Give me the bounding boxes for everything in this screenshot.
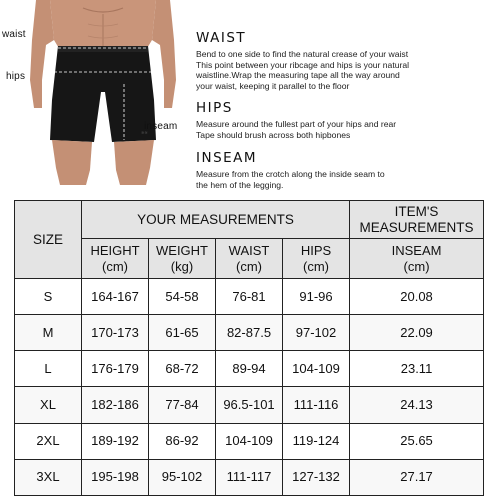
waist-cell: 104-109	[216, 423, 283, 459]
hips-description: Measure around the fullest part of your hips and rear Tape should brush across both hipbones	[196, 119, 397, 140]
waist-label: waist	[2, 29, 26, 40]
right-arm	[152, 0, 176, 108]
weight-cell: 77-84	[149, 387, 216, 423]
inseam-cell: 22.09	[350, 315, 484, 351]
table-row	[15, 387, 484, 423]
inseam-cell: 27.17	[350, 459, 484, 495]
size-cell: S	[15, 279, 82, 315]
hips-cell: 111-116	[283, 387, 350, 423]
table-row	[15, 315, 484, 351]
inseam-label: inseam	[144, 121, 178, 132]
table-row	[15, 459, 484, 495]
size-cell: XL	[15, 387, 82, 423]
hips-cell: 97-102	[283, 315, 350, 351]
waist-cell: 96.5-101	[216, 387, 283, 423]
size-cell: 2XL	[15, 423, 82, 459]
size-header: SIZE	[15, 201, 82, 279]
hips-column-header: HIPS (cm)	[283, 239, 350, 279]
inseam-guide	[196, 150, 496, 190]
size-cell: M	[15, 315, 82, 351]
size-cell: 3XL	[15, 459, 82, 495]
waist-guide	[196, 30, 496, 91]
hips-cell: 127-132	[283, 459, 350, 495]
hips-label: hips	[6, 71, 26, 82]
size-guide-top	[0, 0, 500, 196]
shorts	[50, 46, 156, 142]
hips-cell: 104-109	[283, 351, 350, 387]
right-leg	[114, 140, 154, 185]
waist-cell: 76-81	[216, 279, 283, 315]
weight-cell: 54-58	[149, 279, 216, 315]
waist-column-header: WAIST (cm)	[216, 239, 283, 279]
hips-cell: 91-96	[283, 279, 350, 315]
table-row	[15, 351, 484, 387]
size-chart-table	[14, 200, 484, 496]
weight-column-header: WEIGHT (kg)	[149, 239, 216, 279]
height-cell: 170-173	[82, 315, 149, 351]
hips-cell: 119-124	[283, 423, 350, 459]
inseam-cell: 23.11	[350, 351, 484, 387]
inseam-description: Measure from the crotch along the inside seam to the hem of the legging.	[196, 169, 385, 190]
inseam-cell: 25.65	[350, 423, 484, 459]
waist-title: WAIST	[196, 30, 247, 46]
height-cell: 189-192	[82, 423, 149, 459]
svg-text:≋≋: ≋≋	[141, 130, 148, 135]
model-photo	[28, 0, 178, 185]
items-measurements-header: ITEM'S MEASUREMENTS	[350, 201, 484, 239]
weight-cell: 68-72	[149, 351, 216, 387]
size-cell: L	[15, 351, 82, 387]
waist-cell: 82-87.5	[216, 315, 283, 351]
hips-guide	[196, 100, 496, 140]
waist-cell: 111-117	[216, 459, 283, 495]
height-cell: 182-186	[82, 387, 149, 423]
weight-cell: 61-65	[149, 315, 216, 351]
your-measurements-header: YOUR MEASUREMENTS	[82, 201, 350, 239]
height-cell: 195-198	[82, 459, 149, 495]
table-row	[15, 423, 484, 459]
table-row	[15, 279, 484, 315]
waist-description: Bend to one side to find the natural crease of your waist This point between your ribcage and hips is your natural waistline.Wrap the measuring tape all the way around your waist, keeping it parallel to the floor	[196, 49, 410, 91]
waist-cell: 89-94	[216, 351, 283, 387]
weight-cell: 95-102	[149, 459, 216, 495]
weight-cell: 86-92	[149, 423, 216, 459]
left-arm	[30, 0, 54, 108]
inseam-cell: 24.13	[350, 387, 484, 423]
height-column-header: HEIGHT (cm)	[82, 239, 149, 279]
hips-title: HIPS	[196, 100, 233, 116]
inseam-column-header: INSEAM (cm)	[350, 239, 484, 279]
inseam-cell: 20.08	[350, 279, 484, 315]
height-cell: 164-167	[82, 279, 149, 315]
height-cell: 176-179	[82, 351, 149, 387]
left-leg	[52, 140, 92, 185]
inseam-title: INSEAM	[196, 150, 258, 166]
